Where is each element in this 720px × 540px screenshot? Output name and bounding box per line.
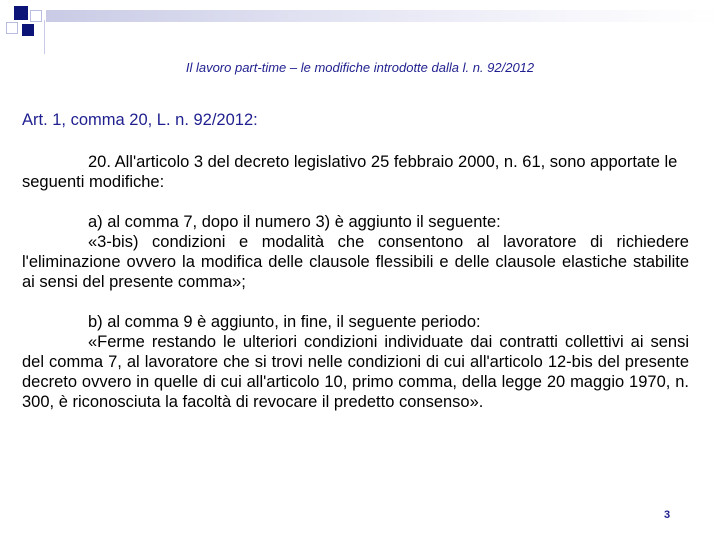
decor-square-dark-1 — [14, 6, 28, 20]
page-number: 3 — [664, 509, 671, 521]
decor-square-light-2 — [6, 22, 18, 34]
article-heading: Art. 1, comma 20, L. n. 92/2012: — [22, 111, 258, 129]
decor-square-dark-2 — [22, 24, 34, 36]
header-band — [46, 10, 720, 22]
slide-title: Il lavoro part-time – le modifiche introdotte dalla l. n. 92/2012 — [185, 60, 535, 75]
decor-square-light-1 — [30, 10, 42, 22]
item-a-lead: a) al comma 7, dopo il numero 3) è aggiunto il seguente: — [88, 213, 501, 231]
item-b-lead: b) al comma 9 è aggiunto, in fine, il seguente periodo: — [88, 313, 481, 331]
item-a-text: «3-bis) condizioni e modalità che consentono al lavoratore di richiedere l'eliminazione ovvero la modifica delle clausole flessibili e delle clausole elastiche stabilite ai sensi del presente comma»; — [22, 233, 689, 291]
intro-paragraph: 20. All'articolo 3 del decreto legislativo 25 febbraio 2000, n. 61, sono apportate le seguenti modifiche: — [22, 153, 678, 191]
slide-body — [22, 110, 689, 412]
header-divider — [44, 20, 45, 54]
item-b-text: «Ferme restando le ulteriori condizioni individuate dai contratti collettivi ai sensi del comma 7, al lavoratore che si trovi nelle condizioni di cui all'articolo 12-bis del presente decreto ovvero in quelle di cui all'articolo 10, primo comma, della legge 20 maggio 1970, n. 300, è riconosciuta la facoltà di revocare il predetto consenso». — [22, 333, 689, 411]
